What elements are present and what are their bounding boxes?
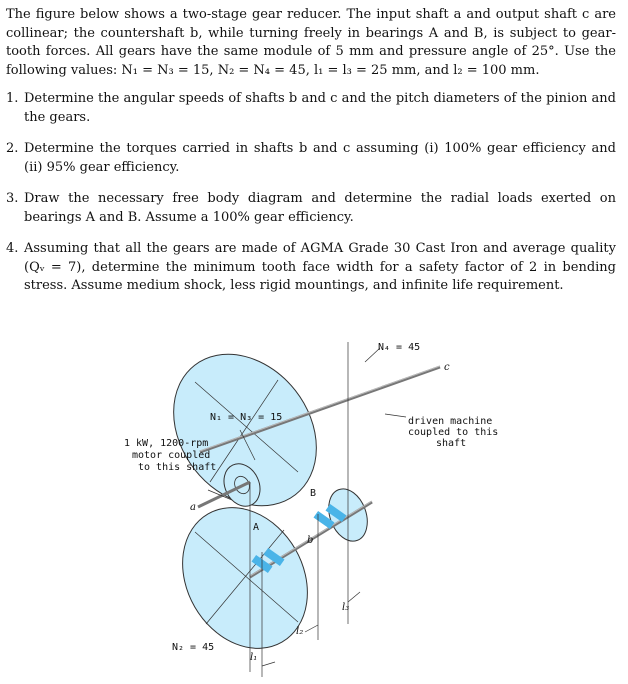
l2-label: l₂ <box>296 626 304 637</box>
question-item <box>6 240 616 296</box>
question-text: Determine the angular speeds of shafts b and c and the pitch diameters of the pinion and the gears. <box>24 91 616 125</box>
n4-label: N₄ = 45 <box>378 342 421 353</box>
leader-line <box>305 625 318 632</box>
gear-reducer-figure <box>110 322 510 680</box>
problem-intro: The figure below shows a two-stage gear reducer. The input shaft a and output shaft c are collinear; the countershaft b, while turning freely in bearings A and B, is subject to gear-tooth forces. All gears have the same module of 5 mm and pressure angle of 25°. Use the following values: N₁ = N₃ = 15, N₂ = N₄ = 45, l₁ = l₃ = 25 mm, and l₂ = 100 mm. <box>6 7 616 78</box>
question-item <box>6 140 616 177</box>
driven-machine-label-2: coupled to this <box>408 427 499 438</box>
question-number: 2. <box>6 141 19 156</box>
motor-label-2: motor coupled <box>132 450 211 461</box>
l3-label: l₃ <box>342 602 350 613</box>
leader-line <box>262 662 275 666</box>
bearing-A-label: A <box>253 522 260 533</box>
question-text: Draw the necessary free body diagram and determine the radial loads exerted on bearings A and B. Assume a 100% gear efficiency. <box>24 191 616 225</box>
leader-line <box>348 592 360 602</box>
driven-machine-label-3: shaft <box>436 438 467 449</box>
shaft-a-label: a <box>190 502 196 513</box>
driven-machine-label-1: driven machine <box>408 416 493 427</box>
question-text: Assuming that all the gears are made of AGMA Grade 30 Cast Iron and average quality (Qᵥ = 7), determine the minimum tooth face width for a safety factor of 2 in bending stress. Assume medium shock, less rigid mountings, and infinite life requirement. <box>24 241 616 293</box>
question-item <box>6 90 616 127</box>
gear-diagram <box>110 322 510 680</box>
motor-label-1: 1 kW, 1200-rpm <box>124 438 209 449</box>
bearing-B-label: B <box>310 488 317 499</box>
question-text: Determine the torques carried in shafts b and c assuming (i) 100% gear efficiency and (ii) 95% gear efficiency. <box>24 141 616 175</box>
question-item <box>6 190 616 227</box>
motor-label-3: to this shaft <box>138 462 217 473</box>
leader-line <box>385 414 406 417</box>
question-number: 3. <box>6 191 19 206</box>
question-number: 1. <box>6 91 19 106</box>
l1-label: l₁ <box>250 652 258 663</box>
question-list <box>6 90 616 309</box>
n2-label: N₂ = 45 <box>172 642 215 653</box>
shaft-c-label: c <box>444 362 450 373</box>
question-number: 4. <box>6 241 19 256</box>
shaft-b-label: b <box>307 535 314 546</box>
n1-n3-label: N₁ = N₃ = 15 <box>210 412 283 423</box>
